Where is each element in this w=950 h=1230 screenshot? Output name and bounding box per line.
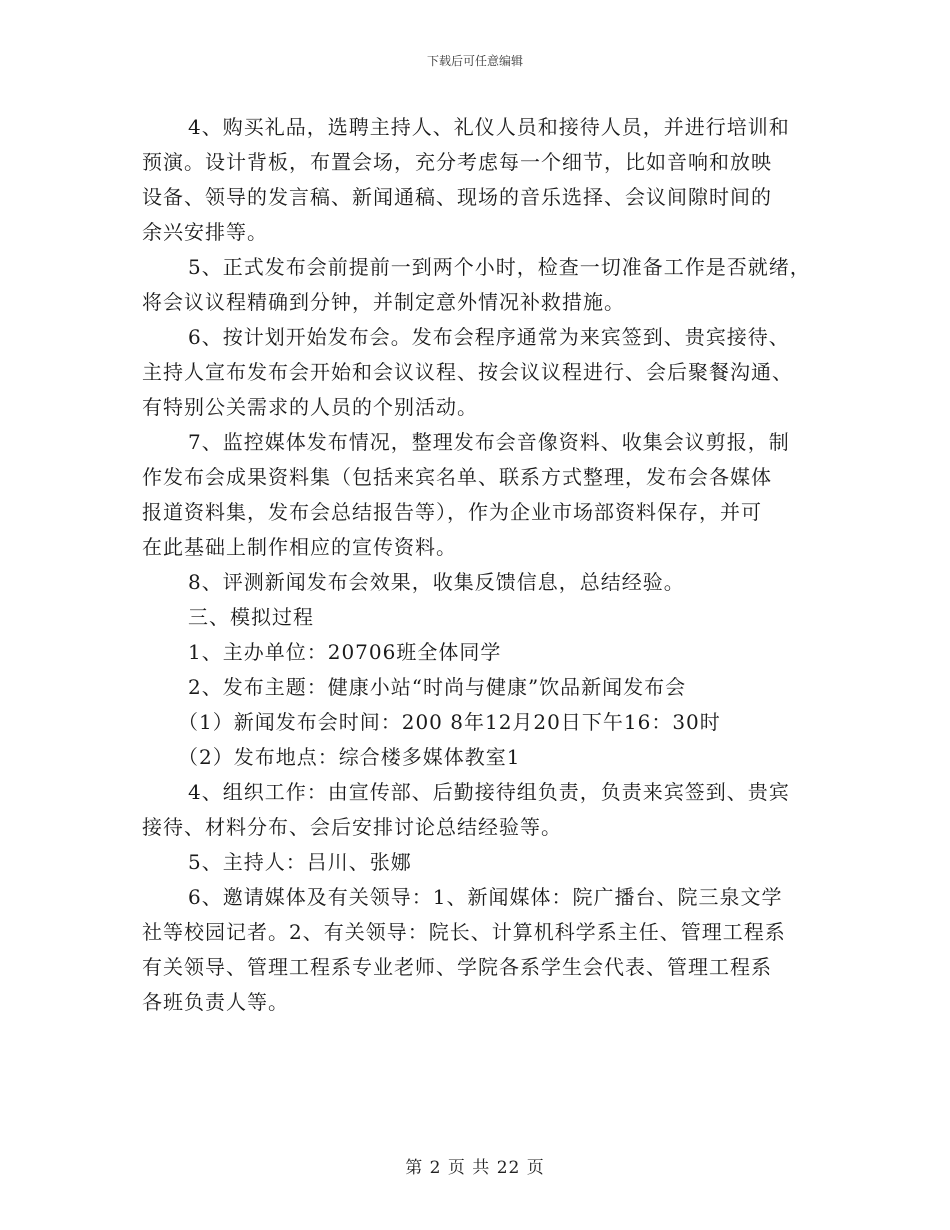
text-line: 余兴安排等。 xyxy=(142,220,268,244)
text-line: 4、购买礼品，选聘主持人、礼仪人员和接待人员，并进行培训和 xyxy=(188,115,790,139)
text-line: 将会议议程精确到分钟，并制定意外情况补救措施。 xyxy=(142,290,625,314)
text-line: 接待、材料分布、会后安排讨论总结经验等。 xyxy=(142,815,562,839)
text-line: 有关领导、管理工程系专业老师、学院各系学生会代表、管理工程系 xyxy=(142,955,772,979)
text-line: （1）新闻发布会时间：200 8年12月20日下午16：30时 xyxy=(178,710,721,734)
text-line: 主持人宣布发布会开始和会议议程、按会议议程进行、会后聚餐沟通、 xyxy=(142,360,793,384)
text-line: 作发布会成果资料集（包括来宾名单、联系方式整理，发布会各媒体 xyxy=(142,465,772,489)
text-line: 7、监控媒体发布情况，整理发布会音像资料、收集会议剪报，制 xyxy=(188,430,790,454)
text-line: 4、组织工作：由宣传部、后勤接待组负责，负责来宾签到、贵宾 xyxy=(188,780,790,804)
document-body xyxy=(142,110,822,1020)
page-header: 下载后可任意编辑 xyxy=(426,54,523,68)
text-line: 各班负责人等。 xyxy=(142,990,289,1014)
text-line: 预演。设计背板，布置会场，充分考虑每一个细节，比如音响和放映 xyxy=(142,150,772,174)
text-line: 2、发布主题：健康小站“时尚与健康”饮品新闻发布会 xyxy=(188,675,687,699)
text-line: 1、主办单位：20706班全体同学 xyxy=(188,640,502,664)
text-line: 6、邀请媒体及有关领导：1、新闻媒体：院广播台、院三泉文学 xyxy=(188,885,783,909)
text-line: 5、正式发布会前提前一到两个小时，检查一切准备工作是否就绪， xyxy=(188,255,811,279)
text-line: 有特别公关需求的人员的个别活动。 xyxy=(142,395,478,419)
text-line: 报道资料集，发布会总结报告等），作为企业市场部资料保存，并可 xyxy=(142,500,762,524)
text-line: 社等校园记者。2、有关领导：院长、计算机科学系主任、管理工程系 xyxy=(142,920,786,944)
page-footer: 第 2 页 共 22 页 xyxy=(405,1158,545,1178)
text-line: 在此基础上制作相应的宣传资料。 xyxy=(142,535,457,559)
text-line: 6、按计划开始发布会。发布会程序通常为来宾签到、贵宾接待、 xyxy=(188,325,790,349)
text-line: （2）发布地点：综合楼多媒体教室1 xyxy=(178,745,521,769)
text-line: 三、模拟过程 xyxy=(188,605,314,629)
text-line: 8、评测新闻发布会效果，收集反馈信息，总结经验。 xyxy=(188,570,685,594)
text-line: 5、主持人：吕川、张娜 xyxy=(188,850,412,874)
text-line: 设备、领导的发言稿、新闻通稿、现场的音乐选择、会议间隙时间的 xyxy=(142,185,772,209)
